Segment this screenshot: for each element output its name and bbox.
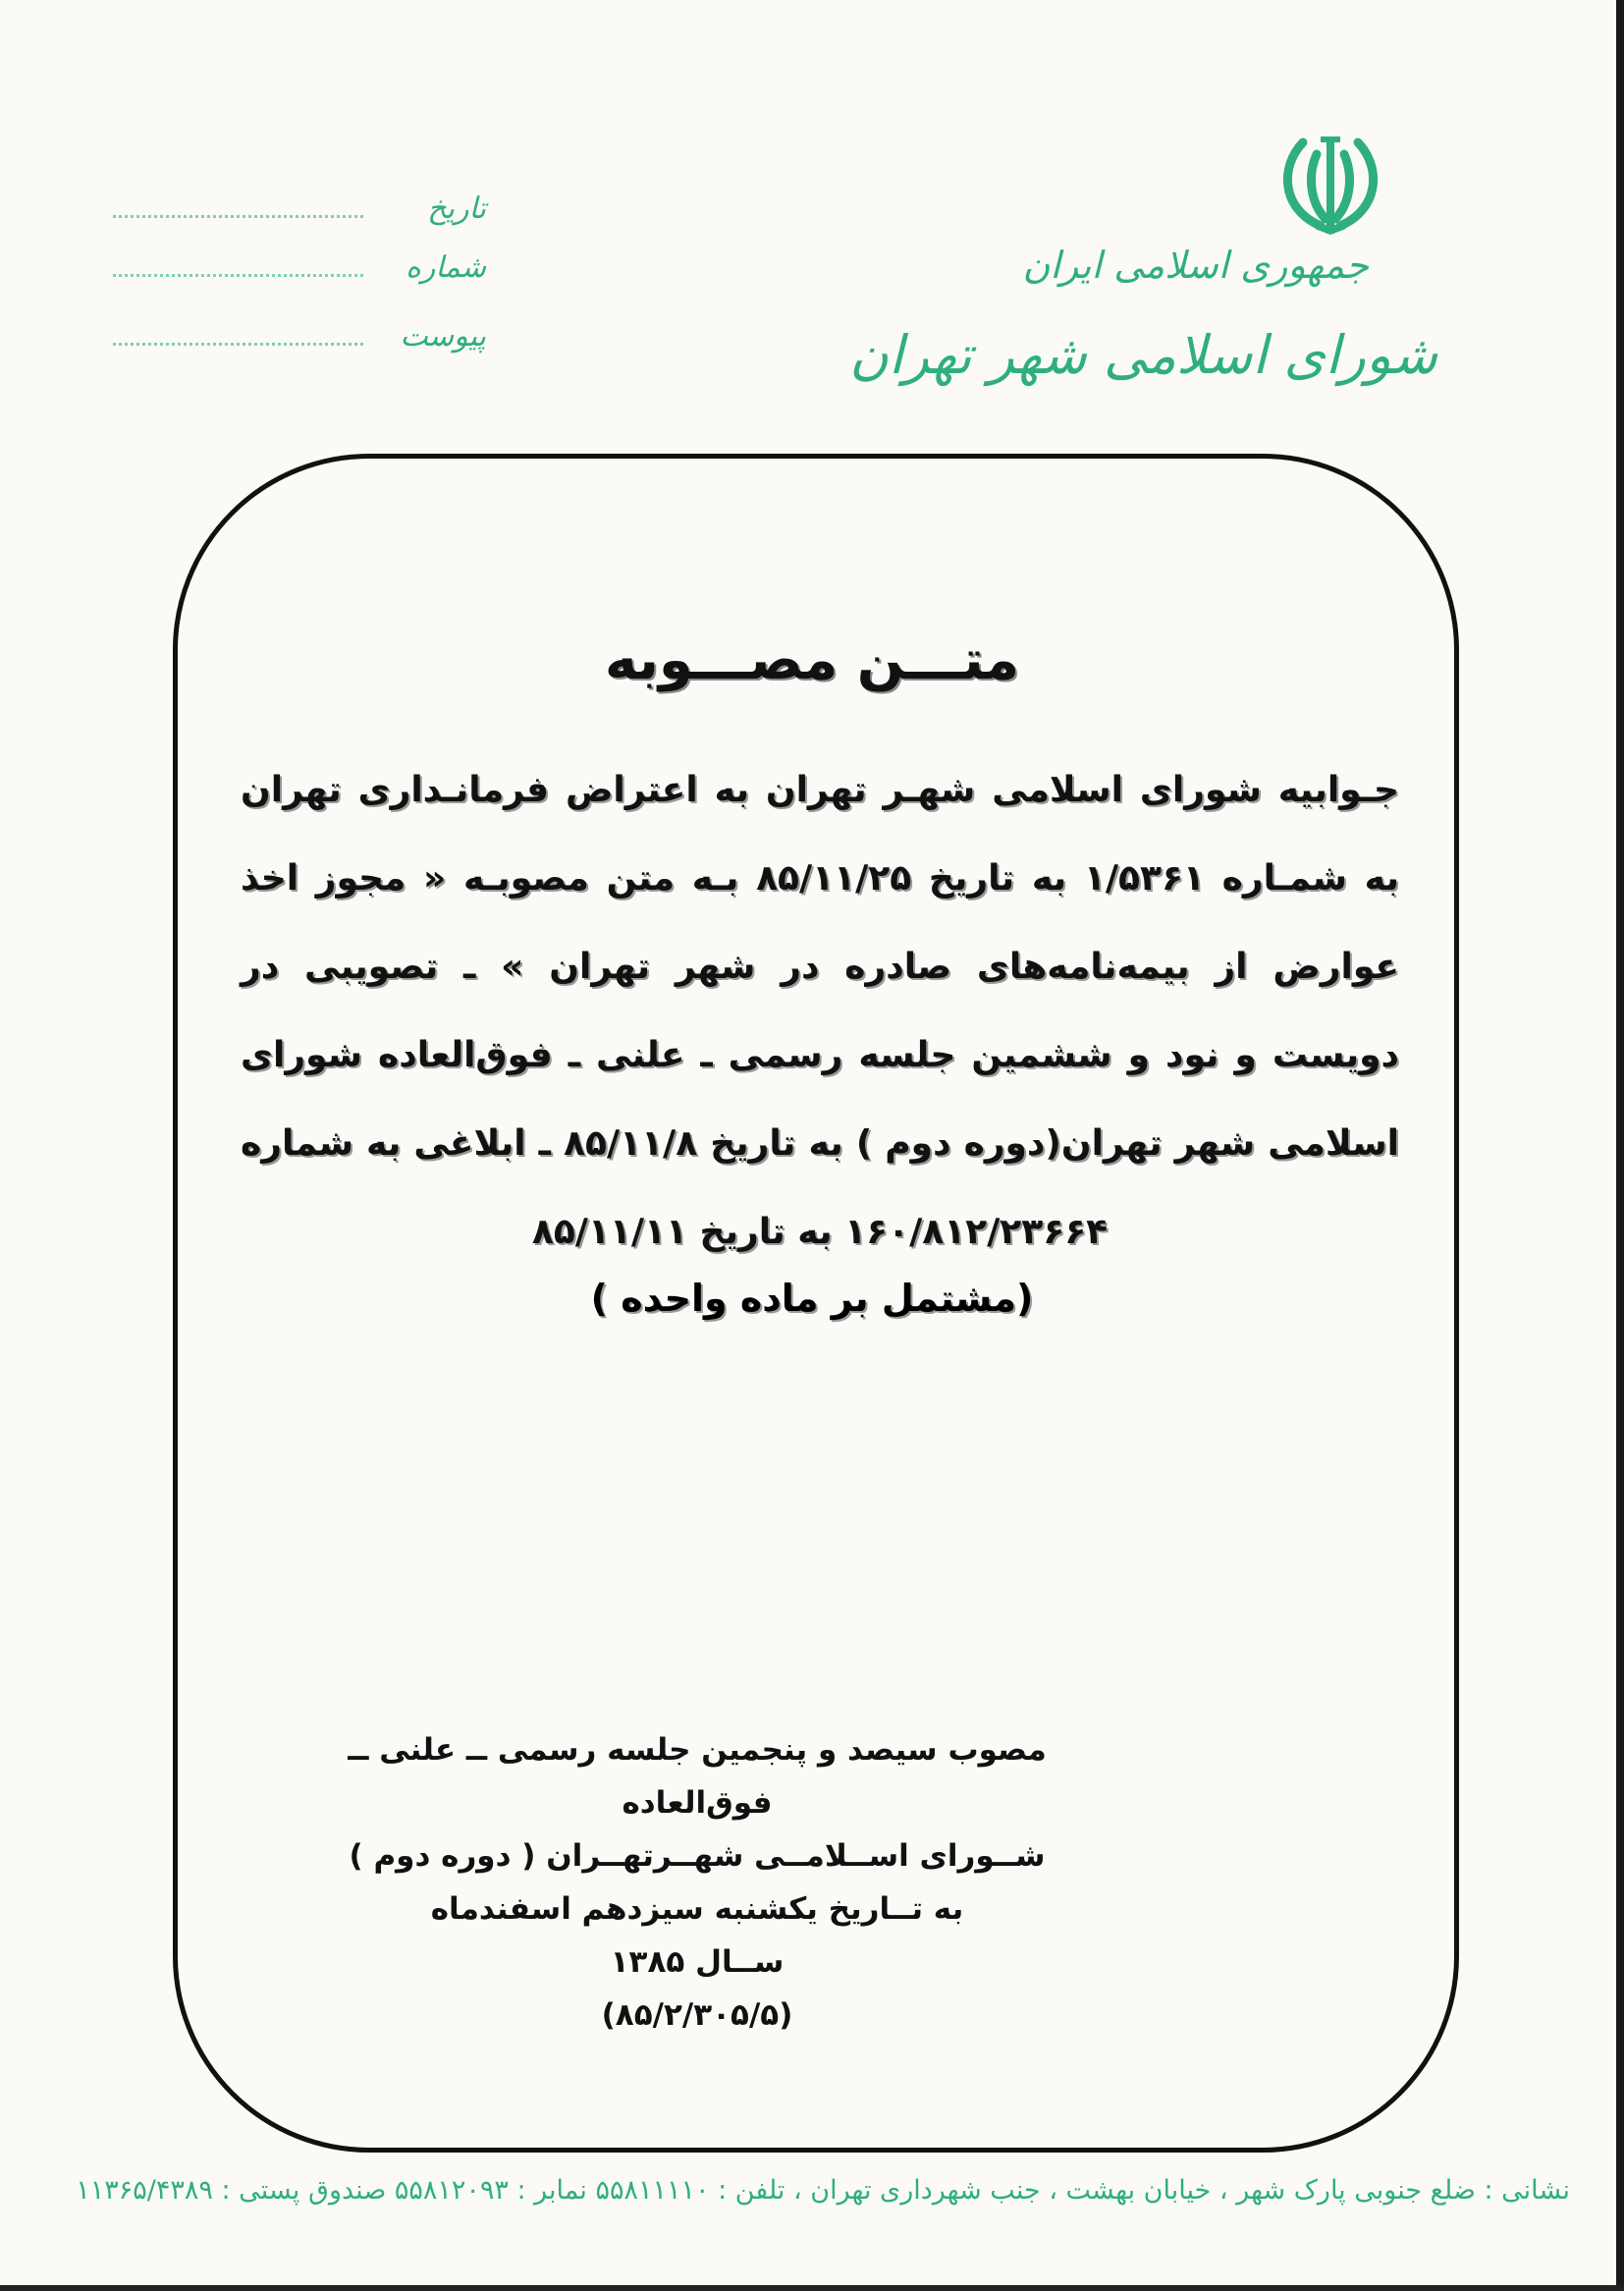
approval-line: به تــاریخ یکشنبه سیزدهم اسفندماه <box>430 1891 964 1927</box>
document-body: جـوابیه شورای اسلامی شهـر تهران به اعتراض فرمانـداری تهران به شمـاره ۱/۵۳۶۱ به تاریخ ۸۵/۱۱/۲۵ بـه متن مصوبـه « مجوز اخذ عوارض از بیمه‌نامه‌های صادره در شهر تهران » ـ تصویبی در دویست و نود و ششمین جلسه رسمی ـ علنی ـ فوق‌العاده شورای اسلامی شهر تهران(دوره دوم ) به تاریخ ۸۵/۱۱/۸ ـ ابلاغی به شماره ۱۶۰/۸۱۲/۲۳۶۶۴ به تاریخ ۸۵/۱۱/۱۱ <box>241 770 1399 1252</box>
document-subtitle: (مشتمل بر ماده واحده ) <box>590 1277 1034 1320</box>
date-field <box>113 187 486 226</box>
organization-name: شورای اسلامی شهر تهران <box>849 324 1437 386</box>
attachment-field <box>113 314 486 354</box>
approval-year: ســال ۱۳۸۵ <box>610 1944 785 1980</box>
approval-line: شــورای اســلامــی شهــرتهــران ( دوره دوم ) <box>349 1838 1046 1874</box>
scan-edge-bottom <box>0 2285 1624 2291</box>
number-field <box>113 245 486 285</box>
approval-line: مصوب سیصد و پنجمین جلسه رسمی ــ علنی ــ فوق‌العاده <box>348 1732 1047 1821</box>
date-line <box>113 215 363 218</box>
approval-block <box>304 1723 1090 2042</box>
iran-emblem-icon <box>1272 133 1389 241</box>
document-title: متـــن مصـــوبه <box>604 628 1020 692</box>
attachment-label: پیوست <box>400 319 486 354</box>
attachment-line <box>113 343 363 346</box>
date-label: تاریخ <box>427 191 486 226</box>
footer-address: نشانی : ضلع جنوبی پارک شهر ، خیابان بهشت ، جنب شهرداری تهران ، تلفن : ۵۵۸۱۱۱۱۰ نمابر : ۵۵۸۱۲۰۹۳ صندوق پستی : ۱۱۳۶۵/۴۳۸۹ <box>76 2175 1570 2206</box>
number-line <box>113 274 363 277</box>
country-name: جمهوری اسلامی ایران <box>1022 244 1369 287</box>
scan-edge <box>1616 0 1624 2291</box>
approval-code: (۸۵/۲/۳۰۵/۵) <box>601 1997 793 2033</box>
number-label: شماره <box>406 250 486 285</box>
